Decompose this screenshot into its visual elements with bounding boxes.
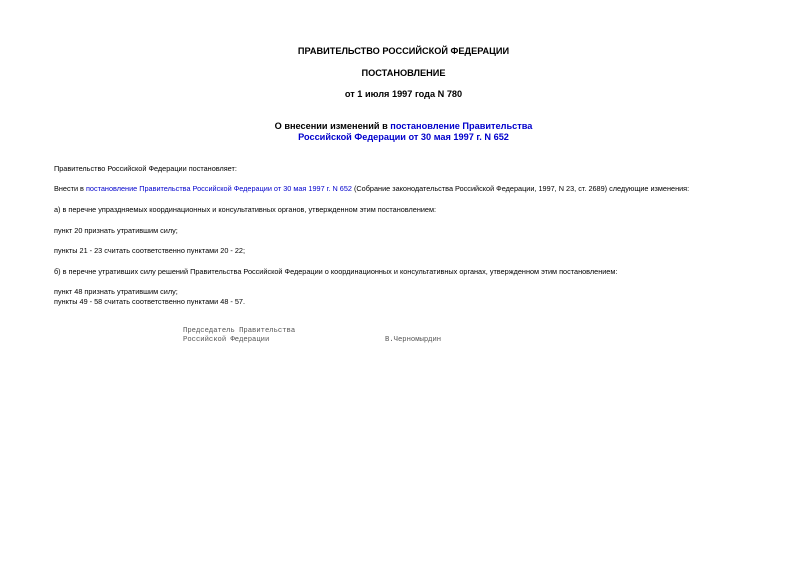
amendment-prefix: Внести в <box>54 184 86 193</box>
signature-position-line2: Российской Федерации <box>183 336 270 344</box>
item-b-point-2: пункты 49 - 58 считать соответственно пунктами 48 - 57. <box>54 297 246 306</box>
item-b-point-1: пункт 48 признать утратившим силу; <box>54 287 178 296</box>
document-date: от 1 июля 1997 года N 780 <box>344 89 463 99</box>
amendment-link[interactable]: постановление Правительства Российской Федерации от 30 мая 1997 г. N 652 <box>85 184 352 193</box>
item-a-point-1: пункт 20 признать утратившим силу; <box>54 226 178 235</box>
amendment-suffix: (Собрание законодательства Российской Федерации, 1997, N 23, ст. 2689) следующие изменения: <box>351 184 690 193</box>
item-a-point-2: пункты 21 - 23 считать соответственно пунктами 20 - 22; <box>54 246 246 255</box>
signature-position-line1: Председатель Правительства <box>183 327 296 335</box>
amendment-paragraph <box>54 184 689 193</box>
item-a: а) в перечне упраздняемых координационных и консультативных органов, утвержденном этим постановлением: <box>54 205 437 214</box>
issuer-heading: ПРАВИТЕЛЬСТВО РОССИЙСКОЙ ФЕДЕРАЦИИ <box>297 46 510 56</box>
document-title-line1 <box>0 121 807 132</box>
signature-name: В.Черномырдин <box>385 336 442 344</box>
item-b: б) в перечне утративших силу решений Правительства Российской Федерации о координационных и консультативных органах, утвержденном этим постановлением: <box>54 267 618 276</box>
document-type: ПОСТАНОВЛЕНИЕ <box>361 68 446 78</box>
title-link-part1[interactable]: постановление Правительства <box>390 121 533 131</box>
intro-paragraph: Правительство Российской Федерации постановляет: <box>54 164 237 173</box>
title-prefix: О внесении изменений в <box>274 121 391 131</box>
document-title-line2 <box>0 132 807 143</box>
title-link-part2[interactable]: Российской Федерации от 30 мая 1997 г. N 652 <box>298 132 509 142</box>
